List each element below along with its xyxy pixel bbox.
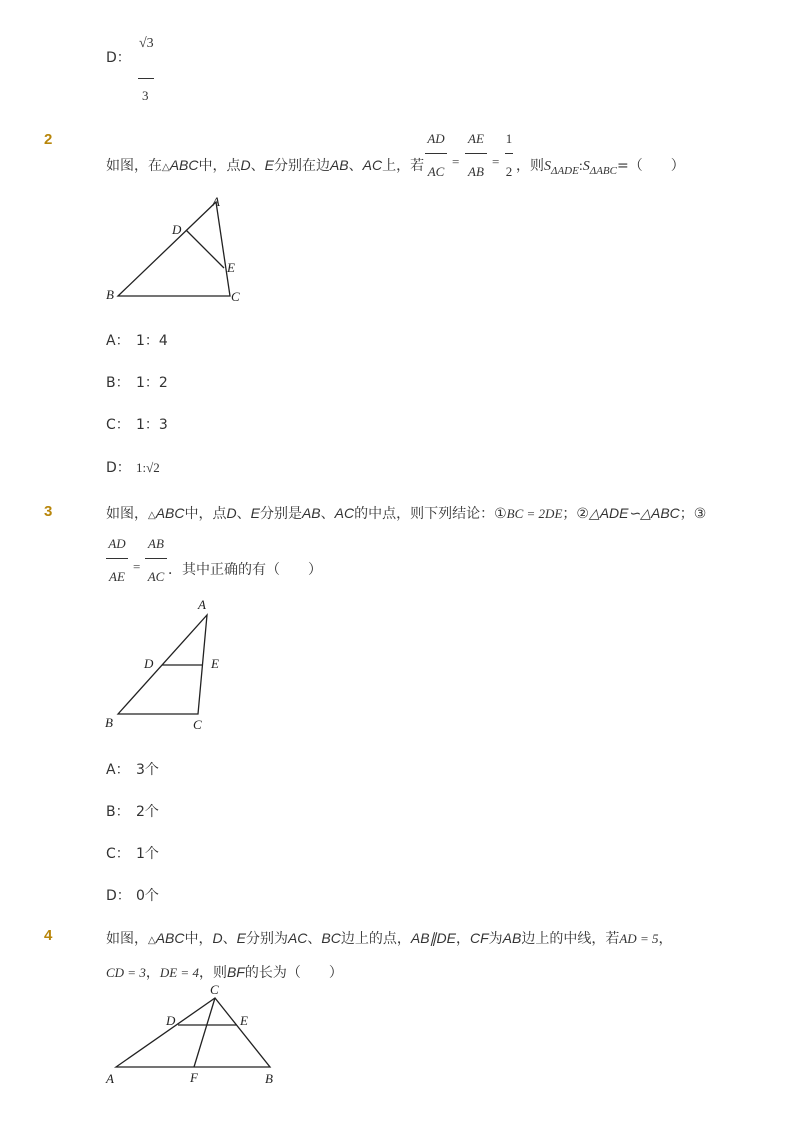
- var-d: D: [240, 157, 251, 173]
- stem-text: 分别在边: [273, 158, 330, 174]
- label-d: D: [172, 222, 182, 237]
- stem-text: 如图，在: [106, 158, 162, 174]
- label-e: E: [240, 1013, 248, 1028]
- stem-text: 上，若: [382, 158, 425, 174]
- question-number: 3: [44, 503, 53, 520]
- stem-text: 分别为: [245, 931, 288, 947]
- parallel-statement: AB∥DE: [410, 930, 456, 946]
- fraction-bar: [505, 153, 513, 154]
- stem-text: 如图，: [106, 506, 148, 522]
- given-cd: CD = 3: [106, 965, 146, 980]
- stem-text: ，: [145, 965, 160, 981]
- denominator: AB: [468, 164, 484, 179]
- numerator: 1: [505, 131, 513, 146]
- fraction-ad-ae: [105, 536, 129, 585]
- question-number: 2: [44, 131, 53, 148]
- var-e: E: [236, 930, 246, 946]
- var-abc: ABC: [155, 930, 185, 946]
- area-subscript: ΔADE: [551, 164, 579, 177]
- area-symbol: S: [582, 159, 590, 174]
- var-ab: AB: [301, 505, 321, 521]
- stem-text: ，: [658, 931, 673, 947]
- var-ab: AB: [329, 157, 349, 173]
- label-b: B: [105, 715, 113, 730]
- numerator: AD: [108, 536, 126, 551]
- separator: 、: [320, 506, 335, 522]
- conclusion-2: △ADE∽△ABC: [588, 505, 680, 521]
- stem-text: ，则: [198, 965, 227, 981]
- stem-text: 的长为（ ）: [244, 965, 343, 981]
- q2-option-a[interactable]: [106, 330, 168, 350]
- var-e: E: [264, 157, 274, 173]
- option-value: 0个: [136, 888, 159, 904]
- equals-sign: =: [133, 559, 141, 574]
- q4-figure: [100, 980, 290, 1090]
- q2-option-b[interactable]: [106, 372, 168, 392]
- option-label: C：: [106, 846, 130, 862]
- option-label: D：: [106, 888, 131, 904]
- triangle-symbol: △: [162, 162, 170, 173]
- var-ac: AC: [287, 930, 308, 946]
- equals-sign: =: [492, 154, 500, 169]
- option-value: 1：2: [136, 375, 168, 391]
- var-ac: AC: [362, 157, 383, 173]
- label-a: A: [212, 194, 220, 209]
- label-d: D: [144, 656, 154, 671]
- q3-stem: [106, 503, 706, 523]
- option-label: D：: [106, 460, 131, 476]
- label-c: C: [231, 289, 240, 304]
- label-c: C: [210, 982, 219, 997]
- q1-option-d[interactable]: [106, 47, 136, 67]
- option-label: D：: [106, 50, 131, 66]
- triangle-abc: [116, 998, 270, 1067]
- q2-stem: [106, 155, 424, 175]
- option-value: 2个: [136, 804, 159, 820]
- stem-text: ；②: [562, 506, 589, 522]
- fraction-one-half: [503, 131, 515, 180]
- var-cf: CF: [470, 930, 489, 946]
- q1-option-d-sqrt: √3: [139, 36, 154, 51]
- label-e: E: [227, 260, 235, 275]
- q2-stem-tail: [516, 155, 685, 177]
- stem-text: ；③: [679, 506, 707, 522]
- stem-text: 为: [488, 931, 503, 947]
- option-label: A：: [106, 333, 130, 349]
- fraction-bar: [145, 558, 167, 559]
- separator: 、: [307, 931, 322, 947]
- question-number: 4: [44, 927, 53, 944]
- given-de: DE = 4: [159, 965, 199, 980]
- fraction-ae-ab: [464, 131, 488, 180]
- var-ac: AC: [334, 505, 355, 521]
- numerator: AB: [148, 536, 164, 551]
- option-value: 1:√2: [136, 460, 160, 475]
- q3-option-a[interactable]: [106, 759, 159, 779]
- option-value: 1：3: [136, 417, 168, 433]
- q2-figure: [100, 190, 260, 310]
- fraction-ab-ac: [144, 536, 168, 585]
- fraction-bar: [465, 153, 487, 154]
- q1-option-d-denominator: 3: [142, 88, 149, 103]
- q3-stem-tail: ．其中正确的有（ ）: [168, 562, 322, 578]
- var-abc: ABC: [155, 505, 185, 521]
- option-label: A：: [106, 762, 130, 778]
- fraction-bar: [106, 558, 128, 559]
- segment-cf: [194, 998, 215, 1067]
- q4-stem-line2: [106, 962, 343, 982]
- triangle-symbol: △: [148, 935, 156, 946]
- label-e: E: [211, 656, 219, 671]
- fraction-ad-ac: [424, 131, 448, 180]
- stem-text: 边上的中线，若: [521, 931, 620, 947]
- separator: 、: [250, 158, 265, 174]
- var-d: D: [226, 505, 237, 521]
- label-a: A: [198, 597, 206, 612]
- stem-text: 边上的点，: [340, 931, 411, 947]
- label-c: C: [193, 717, 202, 732]
- separator: 、: [222, 931, 237, 947]
- segment-de: [186, 230, 224, 268]
- var-bf: BF: [226, 964, 245, 980]
- stem-text: 的中点，则下列结论：①: [354, 506, 507, 522]
- stem-text: 中，点: [184, 506, 227, 522]
- fraction-bar: [138, 78, 154, 79]
- var-abc: ABC: [169, 157, 199, 173]
- option-value: 1个: [136, 846, 159, 862]
- label-b: B: [106, 287, 114, 302]
- ratio-colon: :: [578, 159, 583, 174]
- q4-stem-line1: [106, 928, 672, 948]
- separator: 、: [348, 158, 363, 174]
- q3-option-c[interactable]: [106, 843, 159, 863]
- label-d: D: [166, 1013, 176, 1028]
- area-symbol: S: [544, 159, 551, 174]
- var-e: E: [250, 505, 260, 521]
- stem-text: ，则: [516, 158, 544, 174]
- option-label: B：: [106, 804, 130, 820]
- area-subscript: ΔABC: [589, 164, 617, 177]
- stem-text: =（ ）: [616, 158, 685, 174]
- denominator: AE: [109, 569, 125, 584]
- triangle-abc: [118, 202, 230, 296]
- denominator: AC: [427, 164, 445, 179]
- numerator: AD: [427, 131, 445, 146]
- given-ad: AD = 5: [619, 931, 659, 946]
- var-d: D: [212, 930, 223, 946]
- stem-text: 如图，: [106, 931, 148, 947]
- q3-figure: [100, 595, 240, 740]
- q3-option-b[interactable]: [106, 801, 159, 821]
- denominator: AC: [147, 569, 165, 584]
- stem-text: ，: [456, 931, 470, 947]
- equals-sign: =: [452, 154, 460, 169]
- var-bc: BC: [321, 930, 341, 946]
- stem-text: 分别是: [259, 506, 302, 522]
- q2-option-c[interactable]: [106, 414, 168, 434]
- conclusion-1: BC = 2DE: [506, 506, 563, 521]
- denominator: 2: [505, 164, 513, 179]
- var-ab: AB: [502, 930, 522, 946]
- separator: 、: [236, 506, 251, 522]
- label-f: F: [190, 1070, 198, 1085]
- stem-text: 中，: [184, 931, 213, 947]
- numerator: AE: [468, 131, 484, 146]
- option-label: B：: [106, 375, 130, 391]
- stem-text: 中，点: [198, 158, 241, 174]
- triangle-symbol: △: [148, 510, 156, 521]
- q2-option-d[interactable]: [106, 457, 160, 477]
- option-value: 3个: [136, 762, 159, 778]
- option-label: C：: [106, 417, 130, 433]
- label-a: A: [106, 1071, 114, 1086]
- q3-option-d[interactable]: [106, 885, 159, 905]
- fraction-bar: [425, 153, 447, 154]
- label-b: B: [265, 1071, 273, 1086]
- option-value: 1：4: [136, 333, 168, 349]
